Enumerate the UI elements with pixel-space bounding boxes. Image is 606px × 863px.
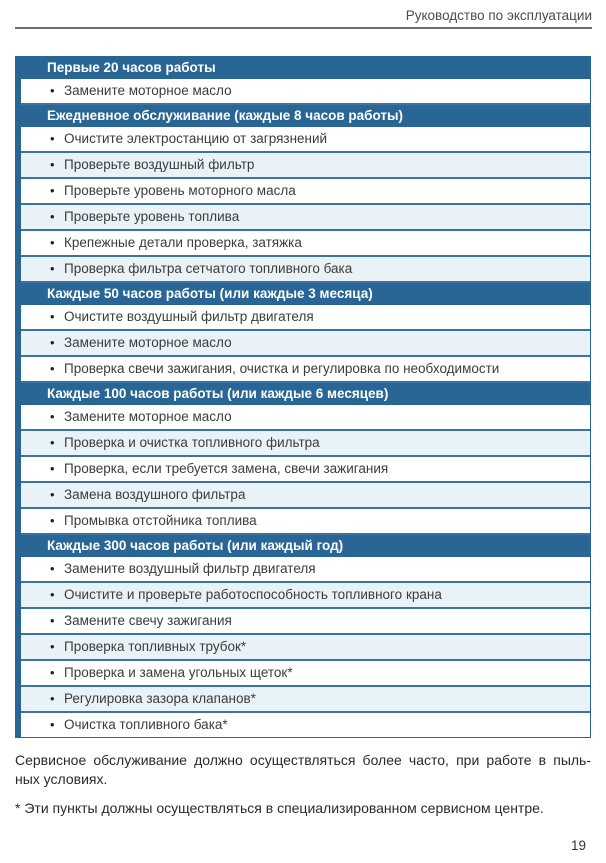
task-label: Регулировка зазора клапанов*: [64, 691, 256, 706]
task-label: Промывка отстойника топлива: [64, 513, 257, 528]
table-row: [21, 305, 590, 329]
table-row: [21, 659, 590, 685]
task-label: Очистите и проверьте работоспособность топливного крана: [64, 587, 442, 602]
table-row: [21, 557, 590, 581]
table-row: [21, 255, 590, 281]
task-label: Замените моторное масло: [64, 83, 232, 98]
footnote: * Эти пункты должны осуществляться в специализированном сервисном центре.: [15, 800, 544, 816]
task-label: Замените свечу зажигания: [64, 613, 232, 628]
task-label: Проверка фильтра сетчатого топливного бака: [64, 261, 353, 276]
service-note-line-2: ных условиях.: [15, 771, 108, 787]
bullet-icon: •: [50, 487, 55, 502]
bullet-icon: •: [50, 83, 55, 98]
bullet-icon: •: [50, 665, 55, 680]
table-row: [21, 229, 590, 255]
table-row: [21, 79, 590, 103]
bullet-icon: •: [50, 183, 55, 198]
table-row: [21, 481, 590, 507]
task-label: Очистите воздушный фильтр двигателя: [64, 309, 314, 324]
bullet-icon: •: [50, 513, 55, 528]
bullet-icon: •: [50, 409, 55, 424]
section-header: Первые 20 часов работы: [21, 57, 590, 79]
table-row: [21, 127, 590, 151]
table-row: [21, 455, 590, 481]
task-label: Замените моторное масло: [64, 335, 232, 350]
section-header: Ежедневное обслуживание (каждые 8 часов работы): [21, 103, 590, 127]
table-row: [21, 151, 590, 177]
table-row: [21, 633, 590, 659]
table-row: [21, 405, 590, 429]
bullet-icon: •: [50, 131, 55, 146]
service-note: [15, 751, 591, 789]
section-header: Каждые 50 часов работы (или каждые 3 месяца): [21, 281, 590, 305]
maintenance-schedule-table: [15, 56, 591, 738]
bullet-icon: •: [50, 157, 55, 172]
bullet-icon: •: [50, 209, 55, 224]
page-header-title: Руководство по эксплуатации: [405, 8, 592, 23]
task-label: Замените моторное масло: [64, 409, 232, 424]
bullet-icon: •: [50, 361, 55, 376]
bullet-icon: •: [50, 335, 55, 350]
section-header: Каждые 300 часов работы (или каждый год): [21, 533, 590, 557]
table-row: [21, 177, 590, 203]
bullet-icon: •: [50, 717, 55, 732]
table-row: [21, 507, 590, 533]
table-row: [21, 329, 590, 355]
table-row: [21, 429, 590, 455]
task-label: Проверьте воздушный фильтр: [64, 157, 255, 172]
task-label: Проверка и замена угольных щеток*: [64, 665, 293, 680]
bullet-icon: •: [50, 561, 55, 576]
task-label: Крепежные детали проверка, затяжка: [64, 235, 302, 250]
task-label: Очистите электростанцию от загрязнений: [64, 131, 328, 146]
task-label: Проверка топливных трубок*: [64, 639, 247, 654]
table-row: [21, 607, 590, 633]
bullet-icon: •: [50, 691, 55, 706]
bullet-icon: •: [50, 461, 55, 476]
bullet-icon: •: [50, 235, 55, 250]
task-label: Замените воздушный фильтр двигателя: [64, 561, 316, 576]
table-row: [21, 203, 590, 229]
table-row: [21, 685, 590, 711]
bullet-icon: •: [50, 435, 55, 450]
task-label: Проверьте уровень топлива: [64, 209, 240, 224]
bullet-icon: •: [50, 613, 55, 628]
section-header: Каждые 100 часов работы (или каждые 6 месяцев): [21, 381, 590, 405]
bullet-icon: •: [50, 309, 55, 324]
page-number: 19: [570, 838, 586, 853]
table-row: [21, 581, 590, 607]
bullet-icon: •: [50, 639, 55, 654]
task-label: Проверка, если требуется замена, свечи зажигания: [64, 461, 389, 476]
task-label: Проверка и очистка топливного фильтра: [64, 435, 320, 450]
table-row: [21, 711, 590, 737]
header-rule: [15, 27, 592, 29]
task-label: Очистка топливного бака*: [64, 717, 228, 732]
bullet-icon: •: [50, 261, 55, 276]
task-label: Замена воздушного фильтра: [64, 487, 246, 502]
bullet-icon: •: [50, 587, 55, 602]
task-label: Проверьте уровень моторного масла: [64, 183, 296, 198]
table-row: [21, 355, 590, 381]
service-note-line-1: Сервисное обслуживание должно осуществляться более часто, при работе в пыль-: [15, 752, 591, 768]
task-label: Проверка свечи зажигания, очистка и регулировка по необходимости: [64, 361, 500, 376]
